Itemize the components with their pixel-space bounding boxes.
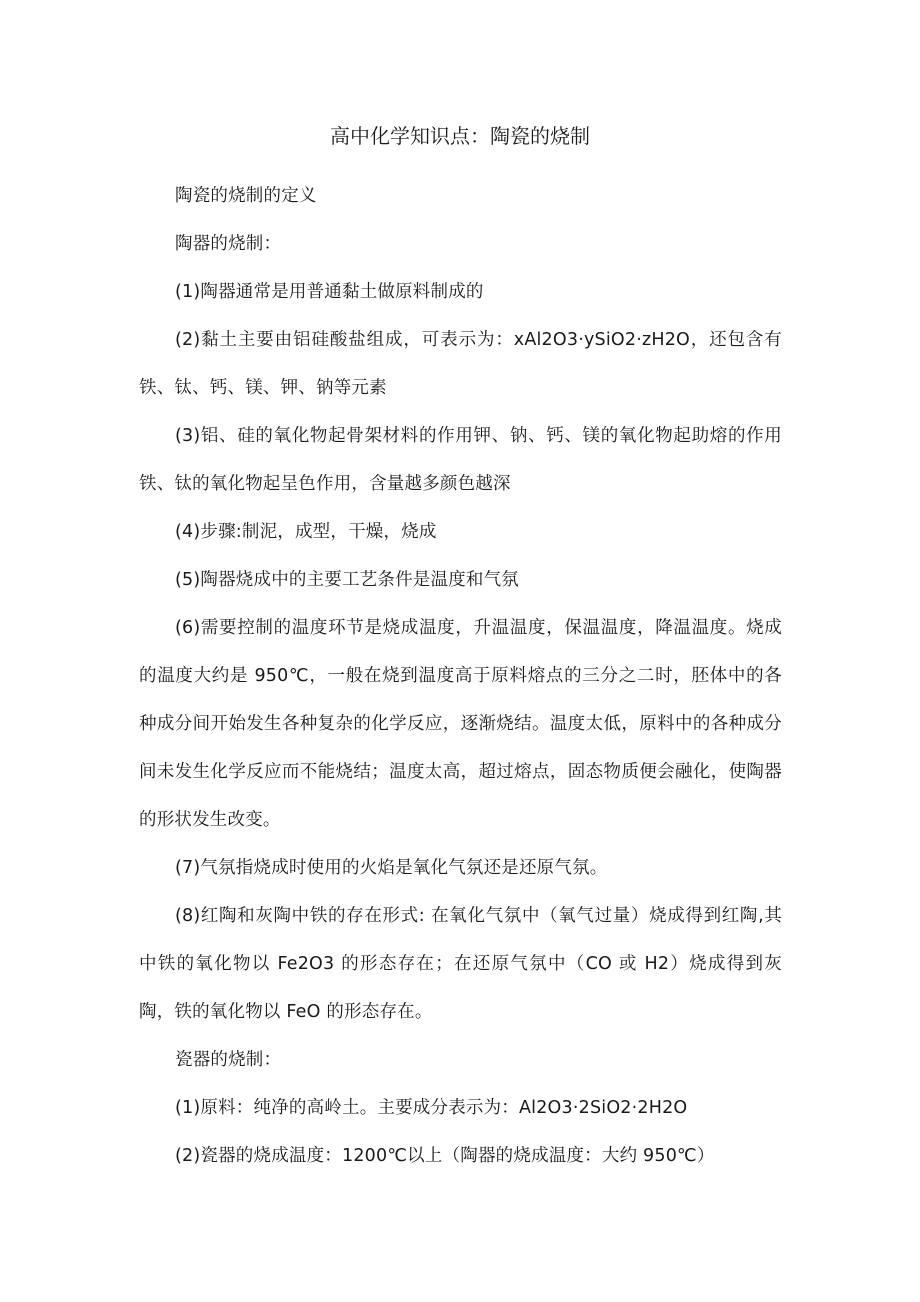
paragraph-pottery-3: (3)铝、硅的氧化物起骨架材料的作用钾、钠、钙、镁的氧化物起助熔的作用铁、钛的氧化物起呈色作用，含量越多颜色越深 (139, 426, 782, 494)
document-body (139, 172, 782, 1180)
paragraph-pottery-2: (2)黏土主要由铝硅酸盐组成，可表示为：xAl2O3·ySiO2·zH2O，还包含有铁、钛、钙、镁、钾、钠等元素 (139, 330, 782, 398)
paragraph-pottery-8: (8)红陶和灰陶中铁的存在形式: 在氧化气氛中（氧气过量）烧成得到红陶,其中铁的氧化物以 Fe2O3 的形态存在；在还原气氛中（CO 或 H2）烧成得到灰陶，铁的氧化物以 FeO 的形态存在。 (139, 906, 782, 1022)
paragraph-definition-heading: 陶瓷的烧制的定义 (175, 186, 317, 206)
paragraph-pottery-6: (6)需要控制的温度环节是烧成温度，升温温度，保温温度，降温温度。烧成的温度大约是 950℃，一般在烧到温度高于原料熔点的三分之二时，胚体中的各种成分间开始发生各种复杂的化学反应，逐渐烧结。温度太低，原料中的各种成分间未发生化学反应而不能烧结；温度太高，超过熔点，固态物质便会融化，使陶器的形状发生改变。 (139, 618, 782, 830)
paragraph-porcelain-1: (1)原料：纯净的高岭土。主要成分表示为：Al2O3·2SiO2·2H2O (175, 1098, 688, 1118)
paragraph-pottery-heading: 陶器的烧制： (175, 234, 282, 254)
paragraph-pottery-1: (1)陶器通常是用普通黏土做原料制成的 (175, 282, 484, 302)
document-title: 高中化学知识点：陶瓷的烧制 (330, 124, 590, 148)
paragraph-porcelain-heading: 瓷器的烧制： (175, 1050, 282, 1070)
paragraph-pottery-7: (7)气氛指烧成时使用的火焰是氧化气氛还是还原气氛。 (175, 858, 608, 878)
paragraph-pottery-5: (5)陶器烧成中的主要工艺条件是温度和气氛 (175, 570, 519, 590)
paragraph-porcelain-2: (2)瓷器的烧成温度：1200℃以上（陶器的烧成温度：大约 950℃） (175, 1146, 715, 1166)
paragraph-pottery-4: (4)步骤:制泥，成型，干燥，烧成 (175, 522, 437, 542)
